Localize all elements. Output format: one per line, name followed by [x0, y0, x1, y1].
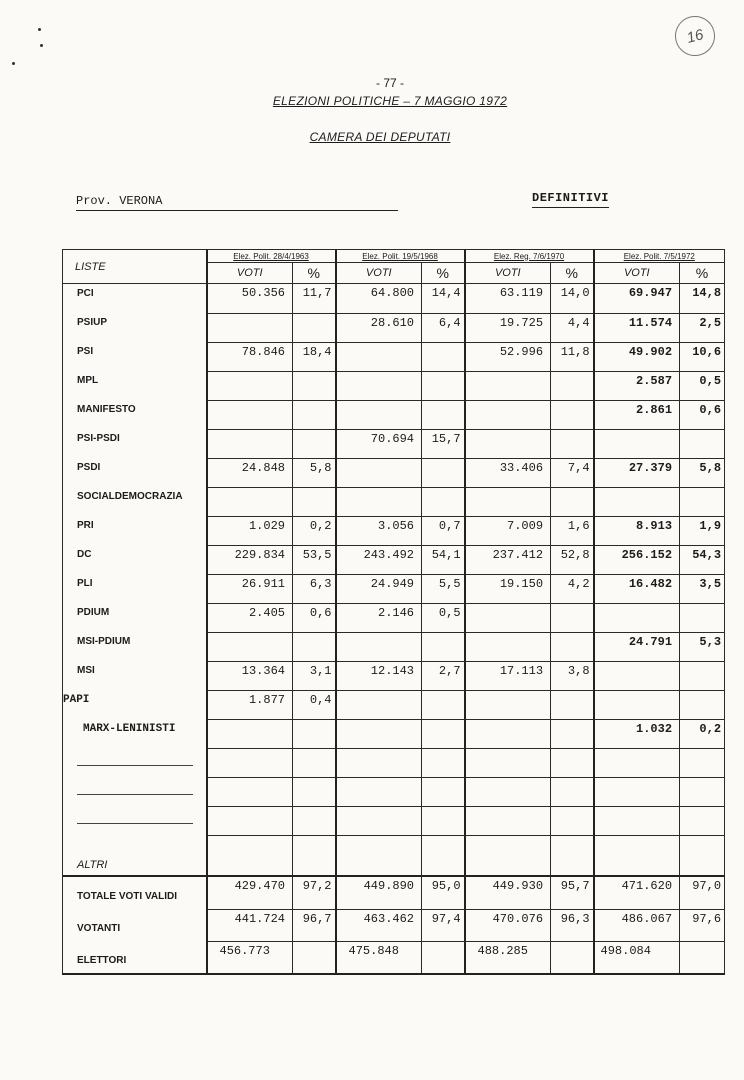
votes-cell: 456.773 [207, 941, 293, 974]
pct-cell [422, 342, 465, 371]
pct-header: % [680, 263, 725, 284]
votes-cell [207, 313, 293, 342]
pct-cell: 10,6 [680, 342, 725, 371]
party-label: PSI-PSDI [63, 429, 207, 458]
party-label: MANIFESTO [63, 400, 207, 429]
party-label: SOCIALDEMOCRAZIA [63, 487, 207, 516]
party-label: PLI [63, 574, 207, 603]
blank-row [63, 777, 725, 806]
pct-cell: 95,0 [422, 876, 465, 909]
pct-cell [680, 429, 725, 458]
scan-speck [40, 44, 43, 47]
votes-cell: 256.152 [594, 545, 680, 574]
pct-cell: 96,3 [551, 909, 594, 941]
votes-cell [594, 603, 680, 632]
pct-cell: 3,8 [551, 661, 594, 690]
table-row [63, 458, 725, 487]
votes-cell: 27.379 [594, 458, 680, 487]
votes-cell [207, 487, 293, 516]
votes-cell: 69.947 [594, 284, 680, 314]
totals-label: VOTANTI [63, 909, 207, 941]
voti-header: VOTI [207, 263, 293, 284]
votes-cell [336, 400, 422, 429]
votes-cell [465, 632, 551, 661]
pct-cell: 54,1 [422, 545, 465, 574]
votes-cell: 33.406 [465, 458, 551, 487]
blank-row [63, 806, 725, 835]
votes-cell: 19.150 [465, 574, 551, 603]
pct-cell: 53,5 [293, 545, 336, 574]
blank-label-line [63, 777, 207, 806]
pct-header: % [551, 263, 594, 284]
votes-cell: 2.146 [336, 603, 422, 632]
votes-cell [336, 690, 422, 719]
pct-cell [680, 487, 725, 516]
pct-cell: 95,7 [551, 876, 594, 909]
pct-cell [293, 487, 336, 516]
table-row [63, 574, 725, 603]
pct-cell: 97,4 [422, 909, 465, 941]
votes-cell: 16.482 [594, 574, 680, 603]
pct-cell: 97,0 [680, 876, 725, 909]
votes-cell: 24.949 [336, 574, 422, 603]
votes-cell: 441.724 [207, 909, 293, 941]
votes-cell: 429.470 [207, 876, 293, 909]
votes-cell: 63.119 [465, 284, 551, 314]
votes-cell [336, 487, 422, 516]
totals-row [63, 909, 725, 941]
pct-cell [293, 719, 336, 748]
table-row [63, 487, 725, 516]
pct-cell [422, 690, 465, 719]
votes-cell: 64.800 [336, 284, 422, 314]
pct-cell [551, 400, 594, 429]
party-label: PCI [63, 284, 207, 314]
votes-cell: 7.009 [465, 516, 551, 545]
pct-cell [293, 632, 336, 661]
pct-cell: 1,6 [551, 516, 594, 545]
votes-cell: 26.911 [207, 574, 293, 603]
votes-cell: 52.996 [465, 342, 551, 371]
pct-cell: 14,4 [422, 284, 465, 314]
pct-cell: 11,7 [293, 284, 336, 314]
pct-cell: 15,7 [422, 429, 465, 458]
party-label: PRI [63, 516, 207, 545]
votes-cell: 28.610 [336, 313, 422, 342]
pct-cell [293, 371, 336, 400]
votes-cell [465, 690, 551, 719]
scan-speck [12, 62, 15, 65]
totals-label: ELETTORI [63, 941, 207, 974]
pct-cell [422, 458, 465, 487]
pct-cell [680, 661, 725, 690]
votes-cell [207, 400, 293, 429]
table-row [63, 429, 725, 458]
pct-cell [422, 719, 465, 748]
table-row [63, 313, 725, 342]
party-label: DC [63, 545, 207, 574]
party-label: PSIUP [63, 313, 207, 342]
totals-row [63, 876, 725, 909]
votes-cell: 471.620 [594, 876, 680, 909]
election-header-1970: Elez. Reg. 7/6/1970 [465, 250, 594, 263]
pct-cell: 54,3 [680, 545, 725, 574]
party-label: MARX-LENINISTI [63, 719, 207, 748]
election-header-1972: Elez. Polit. 7/5/1972 [594, 250, 725, 263]
votes-cell [594, 487, 680, 516]
pct-cell: 0,5 [422, 603, 465, 632]
pct-cell: 0,6 [293, 603, 336, 632]
pct-cell: 7,4 [551, 458, 594, 487]
votes-cell [207, 632, 293, 661]
liste-header: LISTE [63, 250, 207, 284]
votes-cell: 13.364 [207, 661, 293, 690]
table-row [63, 400, 725, 429]
voti-header: VOTI [336, 263, 422, 284]
votes-cell: 24.791 [594, 632, 680, 661]
pct-cell [422, 487, 465, 516]
altri-label: ALTRI [63, 835, 207, 876]
votes-cell: 498.084 [594, 941, 680, 974]
election-header-1963: Elez. Polit. 28/4/1963 [207, 250, 336, 263]
table-row [63, 516, 725, 545]
party-label: PDIUM [63, 603, 207, 632]
totals-row [63, 941, 725, 974]
votes-cell: 24.848 [207, 458, 293, 487]
votes-cell: 2.861 [594, 400, 680, 429]
pct-cell: 0,6 [680, 400, 725, 429]
pct-cell: 0,2 [680, 719, 725, 748]
votes-cell: 475.848 [336, 941, 422, 974]
table-row [63, 284, 725, 314]
document-title: ELEZIONI POLITICHE – 7 MAGGIO 1972 [272, 94, 508, 108]
party-label: PSI [63, 342, 207, 371]
votes-cell: 488.285 [465, 941, 551, 974]
votes-cell [336, 458, 422, 487]
pct-cell: 11,8 [551, 342, 594, 371]
votes-cell: 2.405 [207, 603, 293, 632]
votes-cell: 449.930 [465, 876, 551, 909]
pct-cell: 3,5 [680, 574, 725, 603]
votes-cell: 8.913 [594, 516, 680, 545]
pct-cell [680, 941, 725, 974]
votes-cell: 12.143 [336, 661, 422, 690]
table-row [63, 371, 725, 400]
table-row [63, 690, 725, 719]
pct-cell [422, 941, 465, 974]
pct-cell: 97,6 [680, 909, 725, 941]
pct-cell: 6,3 [293, 574, 336, 603]
pct-cell [422, 632, 465, 661]
blank-label-line [63, 806, 207, 835]
pct-header: % [293, 263, 336, 284]
votes-cell: 1.029 [207, 516, 293, 545]
votes-cell: 2.587 [594, 371, 680, 400]
status-label: DEFINITIVI [532, 191, 609, 208]
votes-cell [336, 719, 422, 748]
page-number: - 77 - [375, 76, 404, 90]
table-row [63, 603, 725, 632]
pct-cell: 5,3 [680, 632, 725, 661]
document-subtitle: CAMERA DEI DEPUTATI [309, 130, 451, 144]
pct-cell: 0,7 [422, 516, 465, 545]
party-label: PSDI [63, 458, 207, 487]
pct-cell: 14,8 [680, 284, 725, 314]
pct-cell: 1,9 [680, 516, 725, 545]
votes-cell [207, 371, 293, 400]
pct-cell [551, 487, 594, 516]
votes-cell: 3.056 [336, 516, 422, 545]
pct-cell [551, 719, 594, 748]
totals-label: TOTALE VOTI VALIDI [63, 876, 207, 909]
votes-cell: 470.076 [465, 909, 551, 941]
table-row [63, 632, 725, 661]
pct-cell [422, 400, 465, 429]
party-label: MSI-PDIUM [63, 632, 207, 661]
voti-header: VOTI [594, 263, 680, 284]
pct-cell [551, 429, 594, 458]
province-label: Prov. VERONA [76, 194, 398, 211]
pct-cell: 2,5 [680, 313, 725, 342]
votes-cell [465, 429, 551, 458]
party-label: MSI [63, 661, 207, 690]
pct-cell [551, 690, 594, 719]
pct-header: % [422, 263, 465, 284]
pct-cell: 97,2 [293, 876, 336, 909]
pct-cell: 5,8 [293, 458, 336, 487]
votes-cell: 463.462 [336, 909, 422, 941]
pct-cell: 5,8 [680, 458, 725, 487]
votes-cell: 243.492 [336, 545, 422, 574]
voti-header: VOTI [465, 263, 551, 284]
table-row [63, 661, 725, 690]
pct-cell [551, 603, 594, 632]
votes-cell [594, 661, 680, 690]
votes-cell: 1.877 [207, 690, 293, 719]
votes-cell: 17.113 [465, 661, 551, 690]
pct-cell: 0,5 [680, 371, 725, 400]
pct-cell: 3,1 [293, 661, 336, 690]
votes-cell: 19.725 [465, 313, 551, 342]
votes-cell: 49.902 [594, 342, 680, 371]
pct-cell: 4,4 [551, 313, 594, 342]
pct-cell: 52,8 [551, 545, 594, 574]
votes-cell [207, 719, 293, 748]
pct-cell [293, 400, 336, 429]
votes-cell: 11.574 [594, 313, 680, 342]
pct-cell: 5,5 [422, 574, 465, 603]
votes-cell: 1.032 [594, 719, 680, 748]
party-label: MPL [63, 371, 207, 400]
votes-cell [465, 371, 551, 400]
votes-cell [207, 429, 293, 458]
pct-cell [551, 941, 594, 974]
pct-cell: 4,2 [551, 574, 594, 603]
election-header-1968: Elez. Polit. 19/5/1968 [336, 250, 465, 263]
votes-cell: 449.890 [336, 876, 422, 909]
pct-cell: 6,4 [422, 313, 465, 342]
party-label: PAPI [63, 690, 207, 719]
votes-cell [465, 400, 551, 429]
votes-cell [465, 603, 551, 632]
votes-cell [594, 690, 680, 719]
pct-cell: 96,7 [293, 909, 336, 941]
pct-cell: 0,4 [293, 690, 336, 719]
votes-cell: 237.412 [465, 545, 551, 574]
pct-cell [422, 371, 465, 400]
table-row [63, 835, 725, 876]
blank-row [63, 748, 725, 777]
pct-cell [551, 371, 594, 400]
pct-cell [680, 690, 725, 719]
page-stamp: 16 [671, 12, 720, 61]
pct-cell [680, 603, 725, 632]
pct-cell: 2,7 [422, 661, 465, 690]
table-row [63, 719, 725, 748]
votes-cell: 78.846 [207, 342, 293, 371]
votes-cell: 50.356 [207, 284, 293, 314]
blank-label-line [63, 748, 207, 777]
pct-cell [293, 313, 336, 342]
results-table [62, 249, 725, 975]
pct-cell: 0,2 [293, 516, 336, 545]
votes-cell [336, 342, 422, 371]
pct-cell: 14,0 [551, 284, 594, 314]
votes-cell: 229.834 [207, 545, 293, 574]
table-row [63, 342, 725, 371]
scan-speck [38, 28, 41, 31]
votes-cell [336, 632, 422, 661]
votes-cell [465, 719, 551, 748]
table-row [63, 545, 725, 574]
pct-cell [293, 941, 336, 974]
votes-cell [465, 487, 551, 516]
votes-cell [336, 371, 422, 400]
votes-cell [594, 429, 680, 458]
pct-cell: 18,4 [293, 342, 336, 371]
pct-cell [551, 632, 594, 661]
votes-cell: 70.694 [336, 429, 422, 458]
pct-cell [293, 429, 336, 458]
votes-cell: 486.067 [594, 909, 680, 941]
